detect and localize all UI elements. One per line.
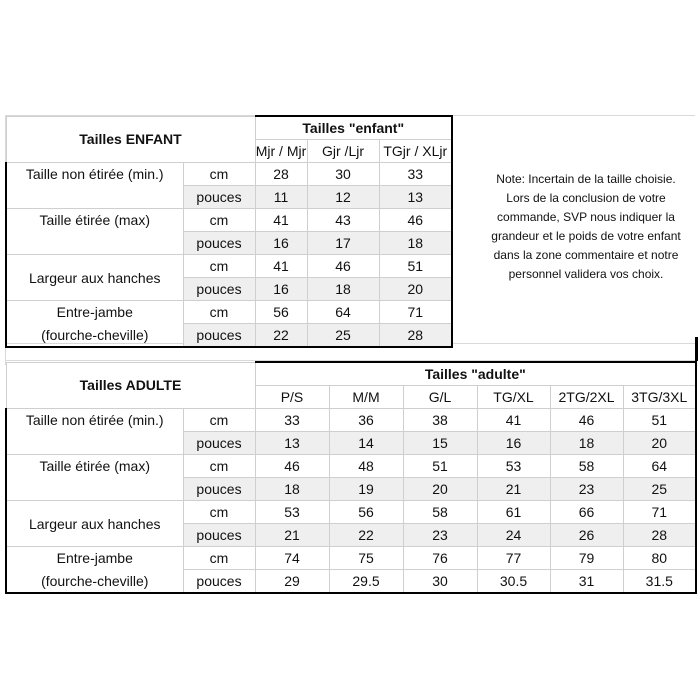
table-cell: 38 (403, 409, 477, 432)
table-cell: 14 (329, 432, 403, 455)
table-cell: 28 (255, 163, 307, 186)
unit-pouces: pouces (183, 432, 255, 455)
table-cell: 33 (379, 163, 452, 186)
table-cell: 41 (255, 255, 307, 278)
table-cell: 15 (403, 432, 477, 455)
unit-cm: cm (183, 547, 255, 570)
measure-label: (fourche-cheville) (6, 570, 183, 594)
table-cell: 66 (550, 501, 623, 524)
note-line: dans la zone commentaire et notre (493, 248, 679, 262)
table-cell: 53 (255, 501, 329, 524)
note-line: personnel validera vos choix. (508, 267, 664, 281)
table-cell: 18 (550, 432, 623, 455)
table-cell: 21 (477, 478, 550, 501)
table-cell: 25 (307, 324, 379, 348)
table-cell: 64 (307, 301, 379, 324)
table-cell: 17 (307, 232, 379, 255)
table-cell: 46 (307, 255, 379, 278)
table-cell: 13 (255, 432, 329, 455)
table-cell: 33 (255, 409, 329, 432)
unit-pouces: pouces (183, 186, 255, 209)
measure-label: (fourche-cheville) (6, 324, 183, 348)
table-cell: 18 (307, 278, 379, 301)
table-cell: 18 (255, 478, 329, 501)
enfant-title: Tailles ENFANT (6, 116, 255, 163)
adulte-col-header: P/S (255, 386, 329, 409)
table-cell: 80 (623, 547, 696, 570)
table-cell: 30 (307, 163, 379, 186)
unit-pouces: pouces (183, 324, 255, 348)
table-cell: 41 (255, 209, 307, 232)
table-cell: 64 (623, 455, 696, 478)
table-cell: 23 (403, 524, 477, 547)
table-cell: 56 (255, 301, 307, 324)
table-cell: 11 (255, 186, 307, 209)
table-cell: 43 (307, 209, 379, 232)
unit-cm: cm (183, 163, 255, 186)
table-cell: 76 (403, 547, 477, 570)
table-cell: 13 (379, 186, 452, 209)
unit-cm: cm (183, 255, 255, 278)
note-line: Note: Incertain de la taille choisie. (496, 172, 676, 186)
table-cell: 71 (379, 301, 452, 324)
unit-pouces: pouces (183, 278, 255, 301)
table-cell: 71 (623, 501, 696, 524)
adulte-size-table (5, 361, 697, 594)
table-cell: 79 (550, 547, 623, 570)
table-cell: 19 (329, 478, 403, 501)
table-cell: 16 (477, 432, 550, 455)
table-cell: 74 (255, 547, 329, 570)
table-cell: 30.5 (477, 570, 550, 594)
table-cell: 58 (550, 455, 623, 478)
table-cell: 16 (255, 232, 307, 255)
adulte-title: Tailles ADULTE (6, 362, 255, 409)
measure-label: Taille non étirée (min.) (6, 409, 183, 455)
unit-pouces: pouces (183, 232, 255, 255)
table-cell: 30 (403, 570, 477, 594)
enfant-size-table (5, 115, 479, 348)
table-cell: 31.5 (623, 570, 696, 594)
table-cell: 51 (403, 455, 477, 478)
table-cell: 21 (255, 524, 329, 547)
table-cell: 22 (255, 324, 307, 348)
enfant-col-header: TGjr / XLjr (379, 140, 452, 163)
enfant-col-header: Gjr /Ljr (307, 140, 379, 163)
table-cell: 61 (477, 501, 550, 524)
unit-pouces: pouces (183, 524, 255, 547)
measure-label: Entre-jambe (6, 547, 183, 570)
measure-label: Entre-jambe (6, 301, 183, 324)
table-cell: 24 (477, 524, 550, 547)
note-line: Lors de la conclusion de votre (506, 191, 666, 205)
adulte-col-header: G/L (403, 386, 477, 409)
table-cell: 29.5 (329, 570, 403, 594)
table-cell: 46 (550, 409, 623, 432)
table-cell: 53 (477, 455, 550, 478)
size-note (478, 170, 694, 284)
table-cell: 16 (255, 278, 307, 301)
adulte-group-header: Tailles "adulte" (255, 362, 696, 386)
table-cell: 23 (550, 478, 623, 501)
unit-pouces: pouces (183, 478, 255, 501)
cell-cursor-mark (695, 337, 698, 361)
table-cell: 51 (379, 255, 452, 278)
unit-cm: cm (183, 455, 255, 478)
table-cell: 20 (403, 478, 477, 501)
table-cell: 29 (255, 570, 329, 594)
unit-pouces: pouces (183, 570, 255, 594)
table-cell: 20 (379, 278, 452, 301)
adulte-col-header: 2TG/2XL (550, 386, 623, 409)
enfant-col-header: Mjr / Mjr (255, 140, 307, 163)
unit-cm: cm (183, 409, 255, 432)
table-cell: 77 (477, 547, 550, 570)
measure-label: Taille non étirée (min.) (6, 163, 183, 209)
table-cell: 18 (379, 232, 452, 255)
adulte-col-header: 3TG/3XL (623, 386, 696, 409)
enfant-group-header: Tailles "enfant" (255, 116, 452, 140)
table-cell: 31 (550, 570, 623, 594)
table-cell: 58 (403, 501, 477, 524)
adulte-col-header: M/M (329, 386, 403, 409)
table-cell: 26 (550, 524, 623, 547)
table-cell: 46 (379, 209, 452, 232)
table-cell: 46 (255, 455, 329, 478)
table-cell: 41 (477, 409, 550, 432)
table-cell: 36 (329, 409, 403, 432)
table-cell: 75 (329, 547, 403, 570)
measure-label: Taille étirée (max) (6, 455, 183, 501)
table-cell: 51 (623, 409, 696, 432)
measure-label: Largeur aux hanches (6, 501, 183, 547)
measure-label: Taille étirée (max) (6, 209, 183, 255)
measure-label: Largeur aux hanches (6, 255, 183, 301)
note-line: grandeur et le poids de votre enfant (491, 229, 681, 243)
table-cell: 12 (307, 186, 379, 209)
table-cell: 28 (623, 524, 696, 547)
unit-cm: cm (183, 501, 255, 524)
table-cell: 25 (623, 478, 696, 501)
table-cell: 56 (329, 501, 403, 524)
adulte-col-header: TG/XL (477, 386, 550, 409)
table-cell: 48 (329, 455, 403, 478)
unit-cm: cm (183, 209, 255, 232)
table-cell: 20 (623, 432, 696, 455)
table-cell: 22 (329, 524, 403, 547)
note-line: commande, SVP nous indiquer la (497, 210, 675, 224)
unit-cm: cm (183, 301, 255, 324)
table-cell: 28 (379, 324, 452, 348)
